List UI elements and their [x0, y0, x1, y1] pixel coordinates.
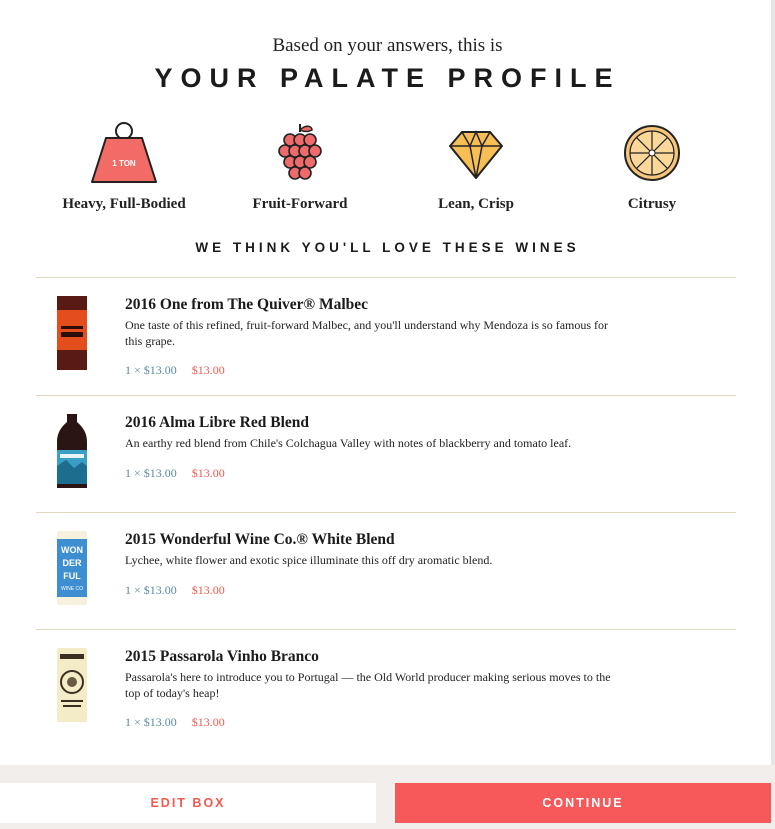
wine-description: One taste of this refined, fruit-forward Malbec, and you'll understand why Mendoza is so famous for this grape. [125, 318, 609, 348]
profile-label: Fruit-Forward [252, 196, 348, 212]
label-text: WINE CO [61, 586, 83, 592]
diamond-icon [440, 120, 512, 186]
wine-name: 2015 Passarola Vinho Branco [125, 648, 319, 665]
recommend-heading: WE THINK YOU'LL LOVE THESE WINES [195, 240, 580, 255]
wine-item [36, 512, 736, 629]
wine-total: $13.00 [191, 583, 225, 597]
wine-item [36, 277, 736, 395]
wine-quantity: 1 × $13.00 [125, 715, 177, 729]
wine-name: 2015 Wonderful Wine Co.® White Blend [125, 531, 395, 548]
profile-item-fruit [210, 120, 390, 213]
page-title: YOUR PALATE PROFILE [154, 63, 621, 93]
scrollbar[interactable] [771, 0, 775, 765]
wine-info [125, 414, 615, 451]
wine-name: 2016 Alma Libre Red Blend [125, 414, 310, 431]
wine-price [125, 583, 225, 598]
wine-info [125, 296, 615, 349]
palate-profile [29, 120, 749, 225]
label-text: FUL [63, 571, 81, 581]
wine-total: $13.00 [191, 363, 225, 377]
wine-quantity: 1 × $13.00 [125, 363, 177, 377]
wine-bottle-image [54, 296, 90, 370]
wine-total: $13.00 [191, 466, 225, 480]
wine-info [125, 648, 615, 701]
wine-price [125, 363, 225, 378]
citrus-slice-icon [616, 120, 688, 186]
wine-info [125, 531, 615, 568]
profile-item-lean [386, 120, 566, 213]
label-text: WON [61, 545, 83, 555]
wine-description: An earthy red blend from Chile's Colchagua Valley with notes of blackberry and tomato leaf. [125, 436, 572, 450]
wine-total: $13.00 [191, 715, 225, 729]
weight-icon [88, 120, 160, 186]
wine-bottle-image [54, 648, 90, 722]
wine-description: Passarola's here to introduce you to Portugal — the Old World producer making serious moves to the top of today's heap! [125, 670, 611, 700]
wine-name: 2016 One from The Quiver® Malbec [125, 296, 369, 313]
continue-button[interactable]: CONTINUE [395, 783, 771, 823]
profile-label: Lean, Crisp [438, 196, 514, 212]
profile-label: Citrusy [627, 196, 677, 212]
wine-bottle-image [54, 414, 90, 488]
wine-description: Lychee, white flower and exotic spice illuminate this off dry aromatic blend. [125, 553, 493, 567]
profile-item-citrusy [562, 120, 742, 213]
wine-price [125, 466, 225, 481]
wine-quantity: 1 × $13.00 [125, 466, 177, 480]
wine-quantity: 1 × $13.00 [125, 583, 177, 597]
wine-item [36, 395, 736, 512]
edit-box-button[interactable]: EDIT BOX [0, 783, 376, 823]
footer-bar [0, 765, 775, 829]
wine-list [36, 277, 736, 754]
wine-bottle-image [54, 531, 90, 605]
label-text: DER [62, 558, 82, 568]
wine-price [125, 715, 225, 730]
profile-item-heavy [34, 120, 214, 213]
weight-icon-text: 1 TON [112, 159, 136, 168]
page-header [0, 35, 775, 94]
grapes-icon [264, 120, 336, 186]
wine-item [36, 629, 736, 754]
profile-label: Heavy, Full-Bodied [62, 196, 186, 212]
page-subtitle: Based on your answers, this is [272, 35, 503, 56]
